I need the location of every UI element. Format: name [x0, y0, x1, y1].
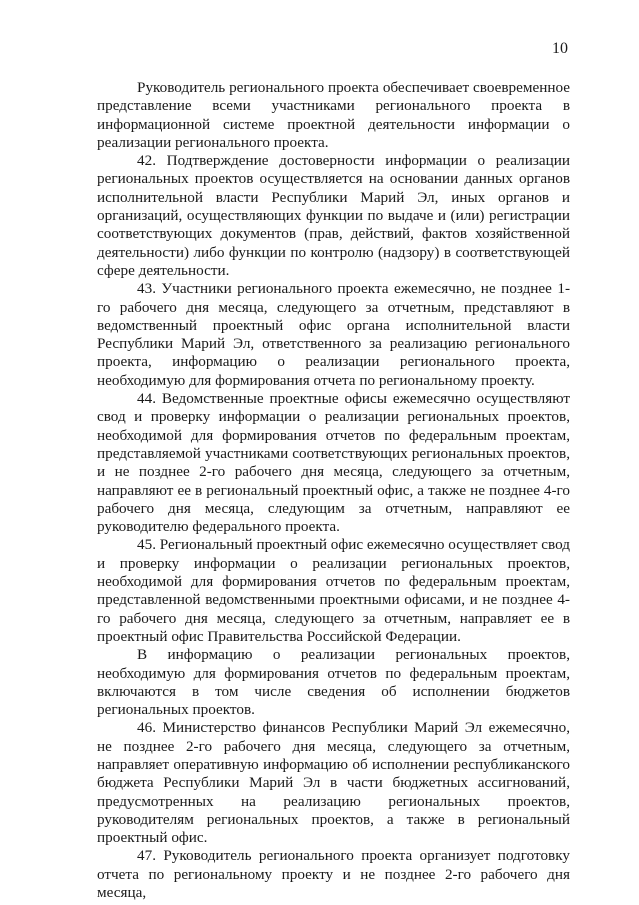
paragraph-47: 47. Руководитель регионального проекта организует подготовку отчета по региональному проекту и не позднее 2-го рабочего дня месяца, [97, 847, 570, 902]
paragraph-intro: Руководитель регионального проекта обеспечивает своевременное представление всеми участниками регионального проекта в информационной системе проектной деятельности информации о реализации регионального проекта. [97, 79, 570, 151]
paragraph-43: 43. Участники регионального проекта ежемесячно, не позднее 1-го рабочего дня месяца, следующего за отчетным, представляют в ведомственный проектный офис органа исполнительной власти Республики Марий Эл, ответственного за реализацию регионального проекта, информацию о реализации регионального проекта, необходимую для формирования отчета по региональному проекту. [97, 280, 570, 389]
paragraph-45-continuation: В информацию о реализации региональных проектов, необходимую для формирования отчетов по федеральным проектам, включаются в том числе сведения об исполнении бюджетов региональных проектов. [97, 646, 570, 719]
paragraph-44: 44. Ведомственные проектные офисы ежемесячно осуществляют свод и проверку информации о реализации региональных проектов, необходимой для формирования отчетов по федеральным проектам, представляемой участниками соответствующих региональных проектов, и не позднее 2-го рабочего дня месяца, следующего за отчетным, направляют ее в региональный проектный офис, а также не позднее 4-го рабочего дня месяца, следующим за отчетным, направляют ее руководителю федерального проекта. [97, 390, 570, 536]
document-body [97, 79, 570, 902]
paragraph-45: 45. Региональный проектный офис ежемесячно осуществляет свод и проверку информации о реализации региональных проектов, необходимой для формирования отчетов по федеральным проектам, представленной ведомственными проектными офисами, и не позднее 4-го рабочего дня месяца, следующего за отчетным, направляет ее в проектный офис Правительства Российской Федерации. [97, 536, 570, 645]
paragraph-42: 42. Подтверждение достоверности информации о реализации региональных проектов осуществляется на основании данных органов исполнительной власти Республики Марий Эл, иных органов и организаций, осуществляющих функции по выдаче и (или) регистрации соответствующих документов (прав, действий, фактов хозяйственной деятельности) либо функции по контролю (надзору) в соответствующей сфере деятельности. [97, 152, 570, 279]
paragraph-46: 46. Министерство финансов Республики Марий Эл ежемесячно, не позднее 2-го рабочего дня месяца, следующего за отчетным, направляет оперативную информацию об исполнении республиканского бюджета Республики Марий Эл в части бюджетных ассигнований, предусмотренных на реализацию региональных проектов, руководителям региональных проектов, а также в региональный проектный офис. [97, 719, 570, 847]
page-number: 10 [552, 40, 568, 57]
